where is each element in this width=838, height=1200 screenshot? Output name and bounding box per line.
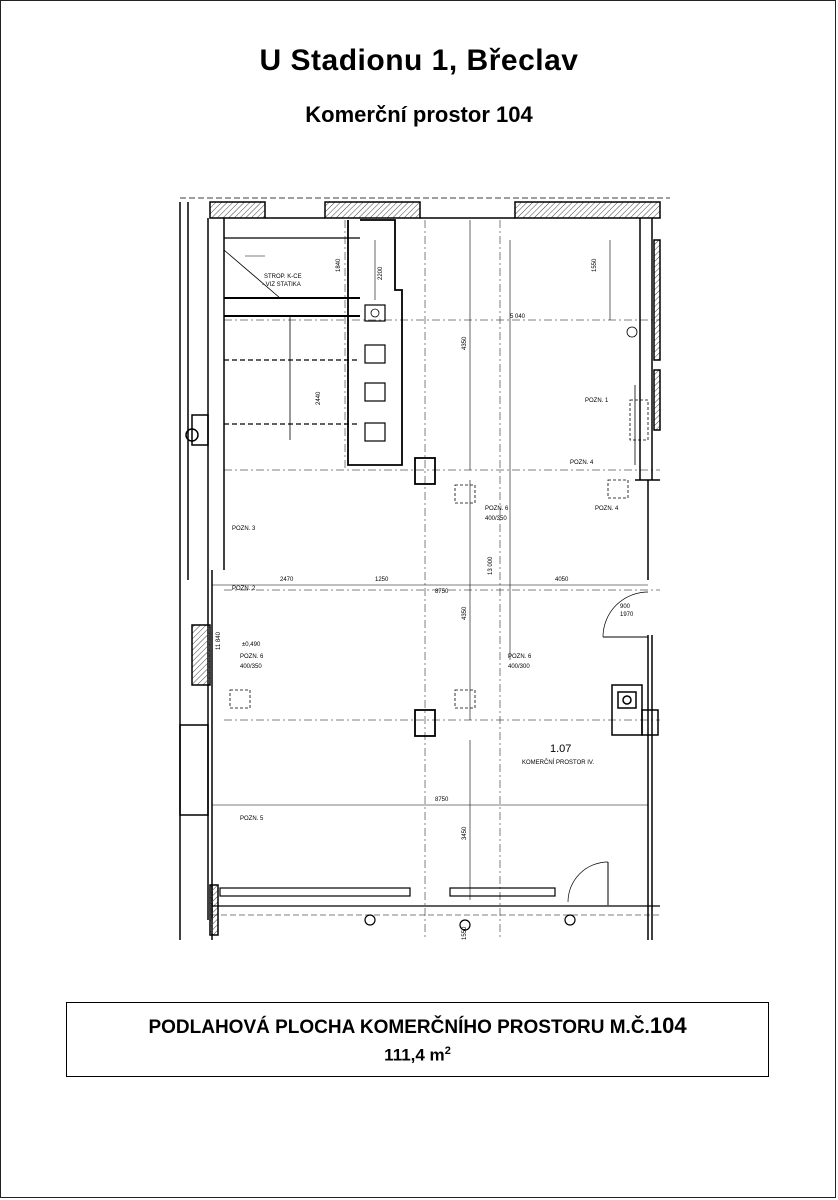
floor-area-box — [66, 1002, 769, 1077]
dim-1250: 1250 — [375, 577, 389, 583]
floor-area-value-line — [67, 1045, 768, 1066]
dim-1840: 1840 — [336, 258, 342, 272]
label-door-width: 900 — [620, 604, 631, 610]
dim-2470: 2470 — [280, 577, 294, 583]
label-statika: - VIZ STATIKA — [262, 282, 301, 288]
dim-8750a: 8750 — [435, 589, 449, 595]
label-pozn-6c: POZN. 6 — [508, 654, 532, 660]
floor-plan-drawing — [170, 180, 670, 940]
dim-1550b: 1550 — [462, 926, 468, 940]
room-name: KOMERČNÍ PROSTOR IV. — [522, 760, 595, 766]
label-pozn-3: POZN. 3 — [232, 526, 256, 532]
label-level: ±0,490 — [242, 642, 261, 648]
dim-4350b: 4350 — [462, 606, 468, 620]
dim-2440: 2440 — [316, 391, 322, 405]
page-subtitle: Komerční prostor 104 — [305, 102, 533, 127]
floor-area-unit-superscript: 2 — [444, 1045, 451, 1057]
room-number: 1.07 — [550, 743, 572, 755]
label-pozn-4b: POZN. 4 — [595, 506, 619, 512]
dim-13000: 13 000 — [488, 556, 494, 575]
dim-4350a: 4350 — [462, 336, 468, 350]
dim-2200: 2200 — [378, 266, 384, 280]
label-pozn-6a: POZN. 6 — [485, 506, 509, 512]
floor-area-value: 111,4 m — [384, 1045, 445, 1065]
dim-1550a: 1550 — [592, 258, 598, 272]
dim-5040: 5 040 — [510, 314, 526, 320]
dim-3450: 3450 — [462, 826, 468, 840]
label-strop: STROP. K-CE — [264, 274, 302, 280]
dimension-lines — [212, 220, 648, 900]
dim-4050: 4050 — [555, 577, 569, 583]
right-wall — [627, 218, 660, 940]
floor-area-unit-number: 104 — [649, 1013, 687, 1038]
label-size-3: 400/300 — [508, 664, 530, 670]
label-pozn-6b: POZN. 6 — [240, 654, 264, 660]
left-wall — [180, 218, 224, 940]
label-pozn-1: POZN. 1 — [585, 398, 609, 404]
label-pozn-2: POZN. 2 — [232, 586, 256, 592]
floor-plan — [170, 180, 670, 940]
floor-area-label-line — [67, 1013, 768, 1039]
service-box — [612, 685, 658, 735]
label-door-height: 1970 — [620, 612, 634, 618]
openings — [230, 400, 648, 708]
doors — [568, 592, 648, 905]
bottom-wall — [212, 888, 660, 930]
floor-area-label: PODLAHOVÁ PLOCHA KOMERČNÍHO PROSTORU M.Č. — [148, 1017, 650, 1038]
label-pozn-5: POZN. 5 — [240, 816, 264, 822]
label-size-2: 400/350 — [240, 664, 262, 670]
dim-11840: 11 840 — [216, 632, 222, 650]
page-title: U Stadionu 1, Břeclav — [259, 44, 579, 77]
label-size-1: 400/350 — [485, 516, 507, 522]
dim-8750b: 8750 — [435, 797, 449, 803]
label-pozn-4a: POZN. 4 — [570, 460, 594, 466]
